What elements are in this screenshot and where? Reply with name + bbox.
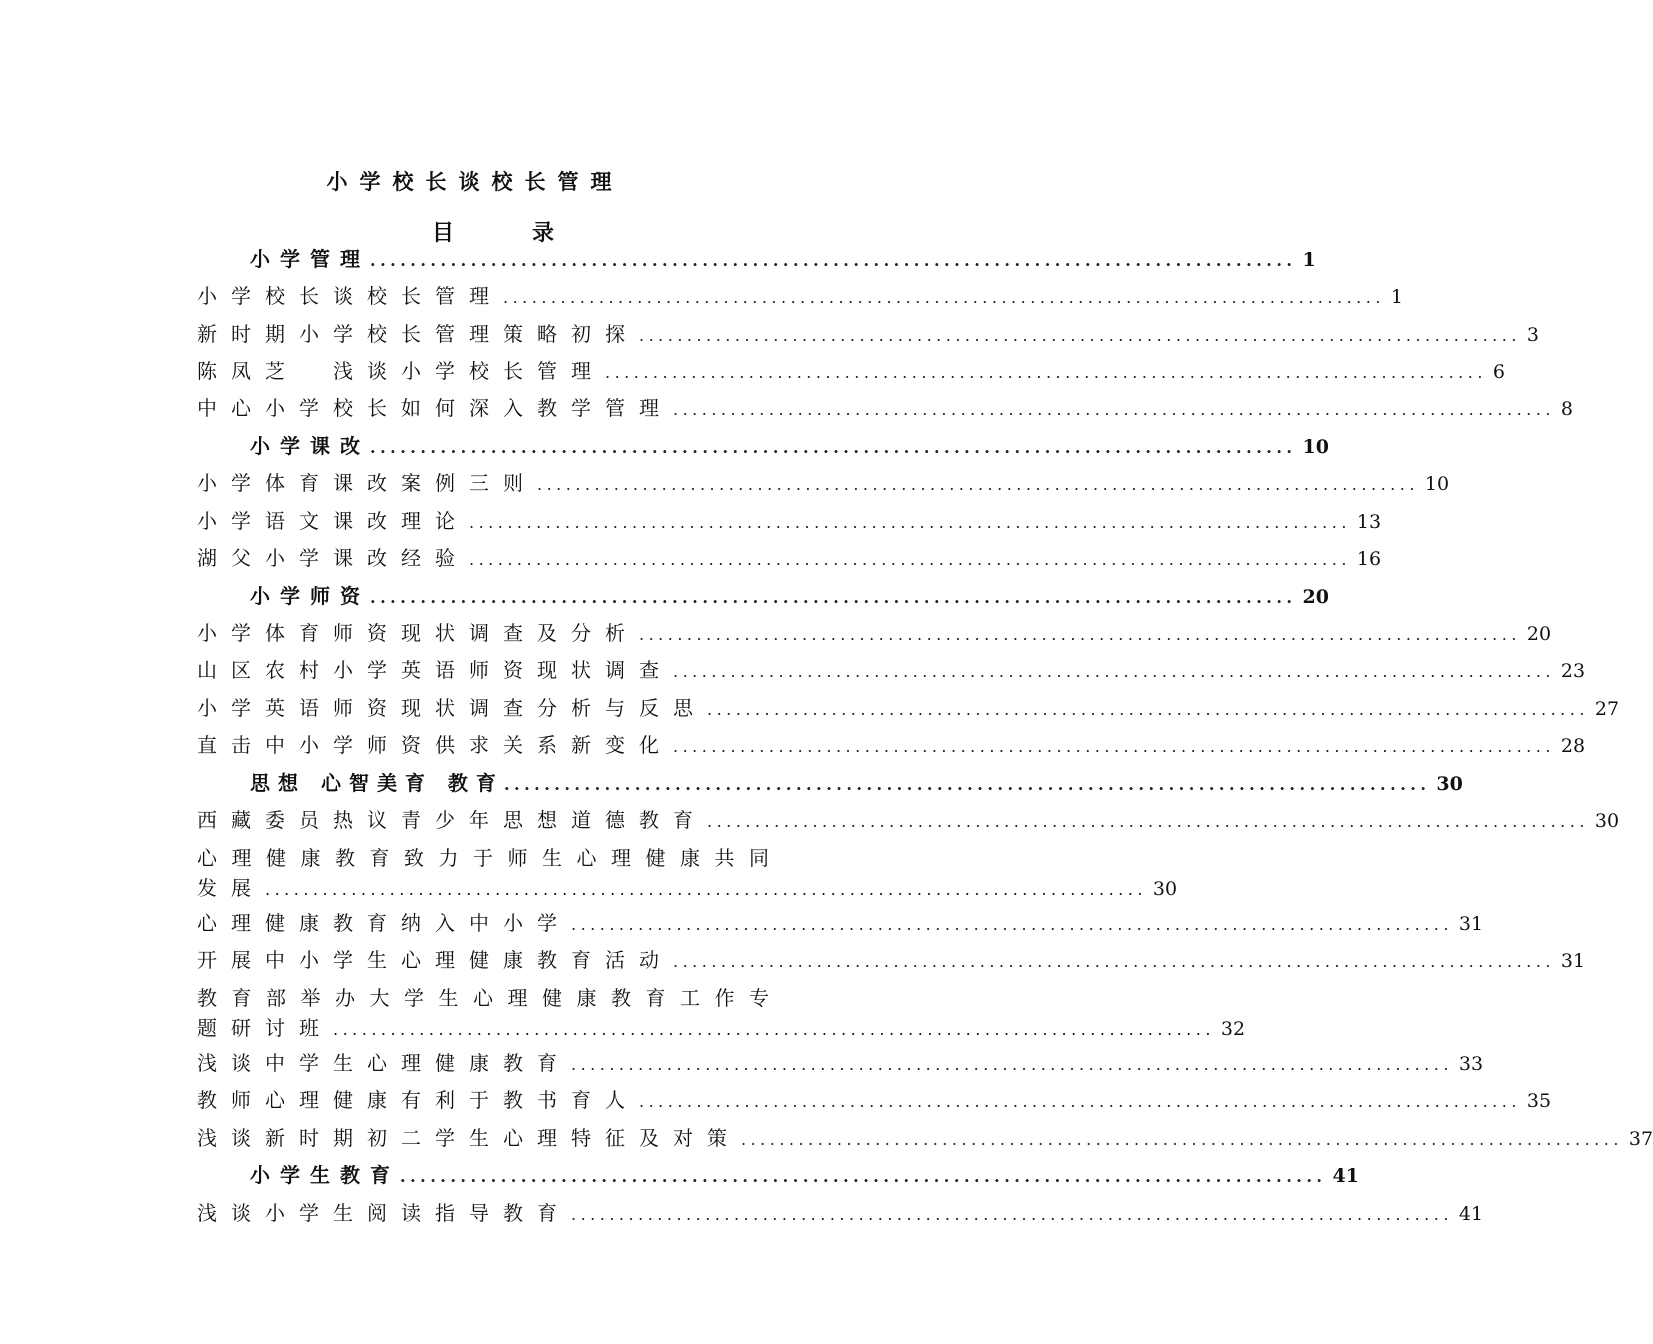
toc-entry[interactable] <box>197 1198 1484 1228</box>
toc-entry[interactable] <box>197 843 1178 905</box>
toc-section[interactable] <box>250 768 1463 798</box>
toc-page-number: 31 <box>1458 913 1484 935</box>
toc-leader: ............................................................................................ <box>571 1205 1453 1224</box>
toc-page-number: 1 <box>1390 286 1403 308</box>
toc-leader: ............................................................................................ <box>400 1167 1327 1186</box>
toc-entry-title: 小学体育师资现状调查及分析 <box>197 621 639 645</box>
toc-page-number: 20 <box>1302 586 1329 608</box>
toc-entry[interactable] <box>197 543 1382 573</box>
toc-page-number: 31 <box>1560 950 1586 972</box>
toc-leader: ............................................................................................ <box>265 880 1147 899</box>
toc-leader: ............................................................................................ <box>370 588 1297 607</box>
toc-page-number: 27 <box>1594 698 1620 720</box>
toc-page-number: 3 <box>1526 324 1539 346</box>
toc-entry-title: 教育部举办大学生心理健康教育工作专 <box>197 986 784 1010</box>
toc-page-number: 30 <box>1594 810 1620 832</box>
toc-leader: ............................................................................................ <box>673 400 1555 419</box>
toc-entry-title: 新时期小学校长管理策略初探 <box>197 322 639 346</box>
toc-entry-title: 浅谈新时期初二学生心理特征及对策 <box>197 1126 741 1150</box>
toc-entry-title-continued: 发展 <box>197 876 265 900</box>
toc-leader: ............................................................................................ <box>605 363 1487 382</box>
toc-entry-title: 教师心理健康有利于教书育人 <box>197 1088 639 1112</box>
toc-page-number: 10 <box>1424 473 1450 495</box>
toc-entry[interactable] <box>197 908 1484 938</box>
toc-entry-title: 西藏委员热议青少年思想道德教育 <box>197 808 707 832</box>
toc-entry[interactable] <box>197 506 1382 536</box>
toc-leader: ............................................................................................ <box>571 1055 1453 1074</box>
toc-entry-title: 湖父小学课改经验 <box>197 546 469 570</box>
toc-page-number: 32 <box>1220 1018 1246 1040</box>
document-title: 小学校长谈校长管理 <box>326 169 624 194</box>
toc-entry[interactable] <box>197 1123 1653 1153</box>
toc-leader: ............................................................................................ <box>503 288 1385 307</box>
toc-entry-title: 心理健康教育纳入中小学 <box>197 911 571 935</box>
toc-leader: ............................................................................................ <box>571 915 1453 934</box>
toc-page-number: 6 <box>1492 361 1505 383</box>
toc-leader: ............................................................................................ <box>673 737 1555 756</box>
toc-page-number: 35 <box>1526 1090 1552 1112</box>
toc-page-number: 23 <box>1560 660 1586 682</box>
toc-entry-title: 小学语文课改理论 <box>197 509 469 533</box>
toc-entry[interactable] <box>197 945 1586 975</box>
toc-entry[interactable] <box>197 983 1246 1045</box>
toc-page-number: 41 <box>1458 1203 1484 1225</box>
toc-section-title: 小学管理 <box>250 247 370 271</box>
toc-entry-title: 直击中小学师资供求关系新变化 <box>197 733 673 757</box>
toc-entry[interactable] <box>197 281 1403 311</box>
toc-page-number: 8 <box>1560 398 1573 420</box>
toc-page-number: 10 <box>1302 436 1329 458</box>
toc-entry-title: 小学体育课改案例三则 <box>197 471 537 495</box>
toc-entry[interactable] <box>197 805 1620 835</box>
toc-leader: ............................................................................................ <box>503 775 1431 794</box>
toc-section-title: 小学师资 <box>250 584 370 608</box>
toc-section[interactable] <box>250 1160 1359 1190</box>
toc-leader: ............................................................................................ <box>469 550 1351 569</box>
toc-page-number: 41 <box>1332 1165 1359 1187</box>
toc-section[interactable] <box>250 431 1329 461</box>
toc-page-number: 1 <box>1302 249 1316 271</box>
toc-entry-title: 山区农村小学英语师资现状调查 <box>197 658 673 682</box>
toc-entry-title: 开展中小学生心理健康教育活动 <box>197 948 673 972</box>
toc-leader: ............................................................................................ <box>707 700 1589 719</box>
toc-leader: ............................................................................................ <box>639 326 1521 345</box>
toc-entry-title: 浅谈小学生阅读指导教育 <box>197 1201 571 1225</box>
toc-entry-title: 中心小学校长如何深入教学管理 <box>197 396 673 420</box>
toc-page-number: 30 <box>1436 773 1463 795</box>
toc-page-number: 33 <box>1458 1053 1484 1075</box>
toc-leader: ............................................................................................ <box>333 1020 1215 1039</box>
toc-page-number: 37 <box>1628 1128 1653 1150</box>
toc-entry-title: 小学英语师资现状调查分析与反思 <box>197 696 707 720</box>
toc-page-number: 13 <box>1356 511 1382 533</box>
toc-section-title: 思想 心智美育 教育 <box>250 771 504 795</box>
toc-entry[interactable] <box>197 618 1552 648</box>
toc-section[interactable] <box>250 581 1329 611</box>
toc-entry-title: 小学校长谈校长管理 <box>197 284 503 308</box>
toc-section-title: 小学课改 <box>250 434 370 458</box>
toc-entry-title: 浅谈中学生心理健康教育 <box>197 1051 571 1075</box>
toc-leader: ............................................................................................ <box>639 625 1521 644</box>
toc-entry-title: 陈凤芝 浅谈小学校长管理 <box>197 359 605 383</box>
toc-leader: ............................................................................................ <box>537 475 1419 494</box>
toc-entry[interactable] <box>197 468 1450 498</box>
toc-section[interactable] <box>250 244 1316 274</box>
toc-entry[interactable] <box>197 693 1620 723</box>
toc-heading: 目录 <box>432 220 633 246</box>
toc-leader: ............................................................................................ <box>370 251 1297 270</box>
toc-page-number: 20 <box>1526 623 1552 645</box>
toc-leader: ............................................................................................ <box>707 812 1589 831</box>
toc-leader: ............................................................................................ <box>469 513 1351 532</box>
toc-section-title: 小学生教育 <box>250 1163 400 1187</box>
toc-entry[interactable] <box>197 319 1539 349</box>
toc-leader: ............................................................................................ <box>673 662 1555 681</box>
toc-page-number: 16 <box>1356 548 1382 570</box>
toc-leader: ............................................................................................ <box>741 1130 1623 1149</box>
toc-entry-title-continued: 题研讨班 <box>197 1016 333 1040</box>
toc-entry[interactable] <box>197 356 1505 386</box>
toc-leader: ............................................................................................ <box>673 952 1555 971</box>
toc-entry[interactable] <box>197 1048 1484 1078</box>
toc-page-number: 28 <box>1560 735 1586 757</box>
toc-entry[interactable] <box>197 730 1586 760</box>
toc-entry[interactable] <box>197 393 1573 423</box>
toc-entry[interactable] <box>197 1085 1552 1115</box>
toc-page-number: 30 <box>1152 878 1178 900</box>
toc-leader: ............................................................................................ <box>370 438 1297 457</box>
toc-leader: ............................................................................................ <box>639 1092 1521 1111</box>
toc-entry-title: 心理健康教育致力于师生心理健康共同 <box>197 846 784 870</box>
toc-entry[interactable] <box>197 655 1586 685</box>
